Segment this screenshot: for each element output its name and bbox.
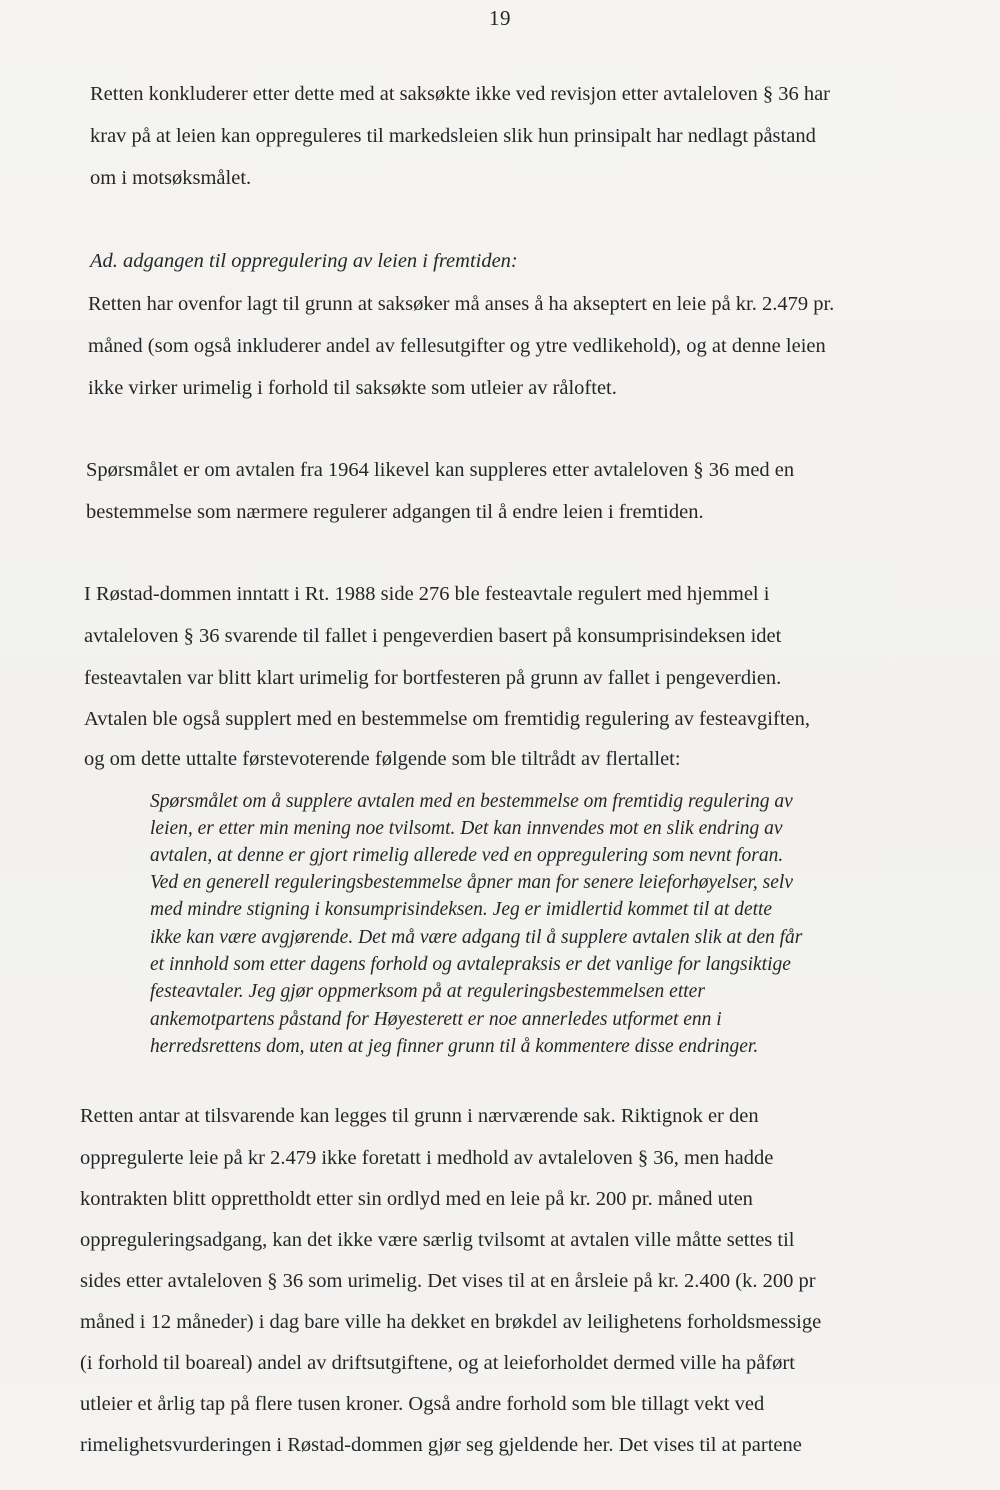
paragraph-6-line-1: Retten antar at tilsvarende kan legges til grunn i nærværende sak. Riktignok er den <box>80 1105 759 1127</box>
paragraph-1-line-3: om i motsøksmålet. <box>90 167 252 189</box>
paragraph-6-line-4: oppreguleringsadgang, kan det ikke være særlig tvilsomt at avtalen ville måtte settes til <box>80 1229 795 1251</box>
paragraph-6-line-6: måned i 12 måneder) i dag bare ville ha dekket en brøkdel av leilighetens forholdsmessige <box>80 1311 822 1333</box>
paragraph-6-line-3: kontrakten blitt opprettholdt etter sin ordlyd med en leie på kr. 200 pr. måned uten <box>80 1188 753 1210</box>
paragraph-4-line-2: avtaleloven § 36 svarende til fallet i pengeverdien basert på konsumprisindeksen idet <box>84 625 782 647</box>
quote-line-1: Spørsmålet om å supplere avtalen med en bestemmelse om fremtidig regulering av <box>150 791 793 812</box>
quote-line-2: leien, er etter min mening noe tvilsomt. Det kan innvendes mot en slik endring av <box>150 818 783 839</box>
quote-line-7: et innhold som etter dagens forhold og avtalepraksis er det vanlige for langsiktige <box>150 954 791 975</box>
paragraph-2-line-2: måned (som også inkluderer andel av fellesutgifter og ytre vedlikehold), og at denne leien <box>88 335 826 357</box>
paragraph-4-line-4: Avtalen ble også supplert med en bestemmelse om fremtidig regulering av festeavgiften, <box>84 708 810 730</box>
page-number: 19 <box>489 6 511 30</box>
paragraph-4-line-1: I Røstad-dommen inntatt i Rt. 1988 side 276 ble festeavtale regulert med hjemmel i <box>84 583 770 605</box>
paragraph-1-line-2: krav på at leien kan oppreguleres til markedsleien slik hun prinsipalt har nedlagt påstand <box>90 125 816 147</box>
quote-line-6: ikke kan være avgjørende. Det må være adgang til å supplere avtalen slik at den får <box>150 927 803 948</box>
paragraph-1-line-1: Retten konkluderer etter dette med at saksøkte ikke ved revisjon etter avtaleloven § 36 har <box>90 83 831 105</box>
paragraph-6-line-7: (i forhold til boareal) andel av driftsutgiftene, og at leieforholdet dermed ville ha påført <box>80 1352 795 1374</box>
paragraph-6-line-5: sides etter avtaleloven § 36 som urimelig. Det vises til at en årsleie på kr. 2.400 (k. 200 pr <box>80 1270 816 1292</box>
paragraph-6-line-9: rimelighetsvurderingen i Røstad-dommen gjør seg gjeldende her. Det vises til at partene <box>80 1434 802 1456</box>
paragraph-3-line-1: Spørsmålet er om avtalen fra 1964 likevel kan suppleres etter avtaleloven § 36 med en <box>86 459 795 481</box>
paragraph-2-line-3: ikke virker urimelig i forhold til saksøkte som utleier av råloftet. <box>88 377 617 399</box>
quote-line-3: avtalen, at denne er gjort rimelig allerede ved en oppregulering som nevnt foran. <box>150 845 784 866</box>
paragraph-2-line-1: Retten har ovenfor lagt til grunn at saksøker må anses å ha akseptert en leie på kr. 2.479 pr. <box>88 293 835 315</box>
quote-line-9: ankemotpartens påstand for Høyesterett er noe annerledes utformet enn i <box>150 1009 722 1030</box>
paragraph-6-line-8: utleier et årlig tap på flere tusen kroner. Også andre forhold som ble tillagt vekt ved <box>80 1393 765 1415</box>
quote-line-4: Ved en generell reguleringsbestemmelse åpner man for senere leieforhøyelser, selv <box>150 872 793 893</box>
paragraph-4-line-3: festeavtalen var blitt klart urimelig for bortfesteren på grunn av fallet i pengeverdien. <box>84 667 782 689</box>
paragraph-3-line-2: bestemmelse som nærmere regulerer adgangen til å endre leien i fremtiden. <box>86 501 704 523</box>
quote-line-8: festeavtaler. Jeg gjør oppmerksom på at reguleringsbestemmelsen etter <box>150 981 705 1002</box>
paragraph-6-line-2: oppregulerte leie på kr 2.479 ikke foretatt i medhold av avtaleloven § 36, men hadde <box>80 1147 774 1169</box>
paragraph-4-line-5: og om dette uttalte førstevoterende følgende som ble tiltrådt av flertallet: <box>84 748 681 770</box>
quote-line-10: herredsrettens dom, uten at jeg finner grunn til å kommentere disse endringer. <box>150 1036 759 1057</box>
section-heading: Ad. adgangen til oppregulering av leien i fremtiden: <box>90 250 518 272</box>
quote-line-5: med mindre stigning i konsumprisindeksen. Jeg er imidlertid kommet til at dette <box>150 899 773 920</box>
